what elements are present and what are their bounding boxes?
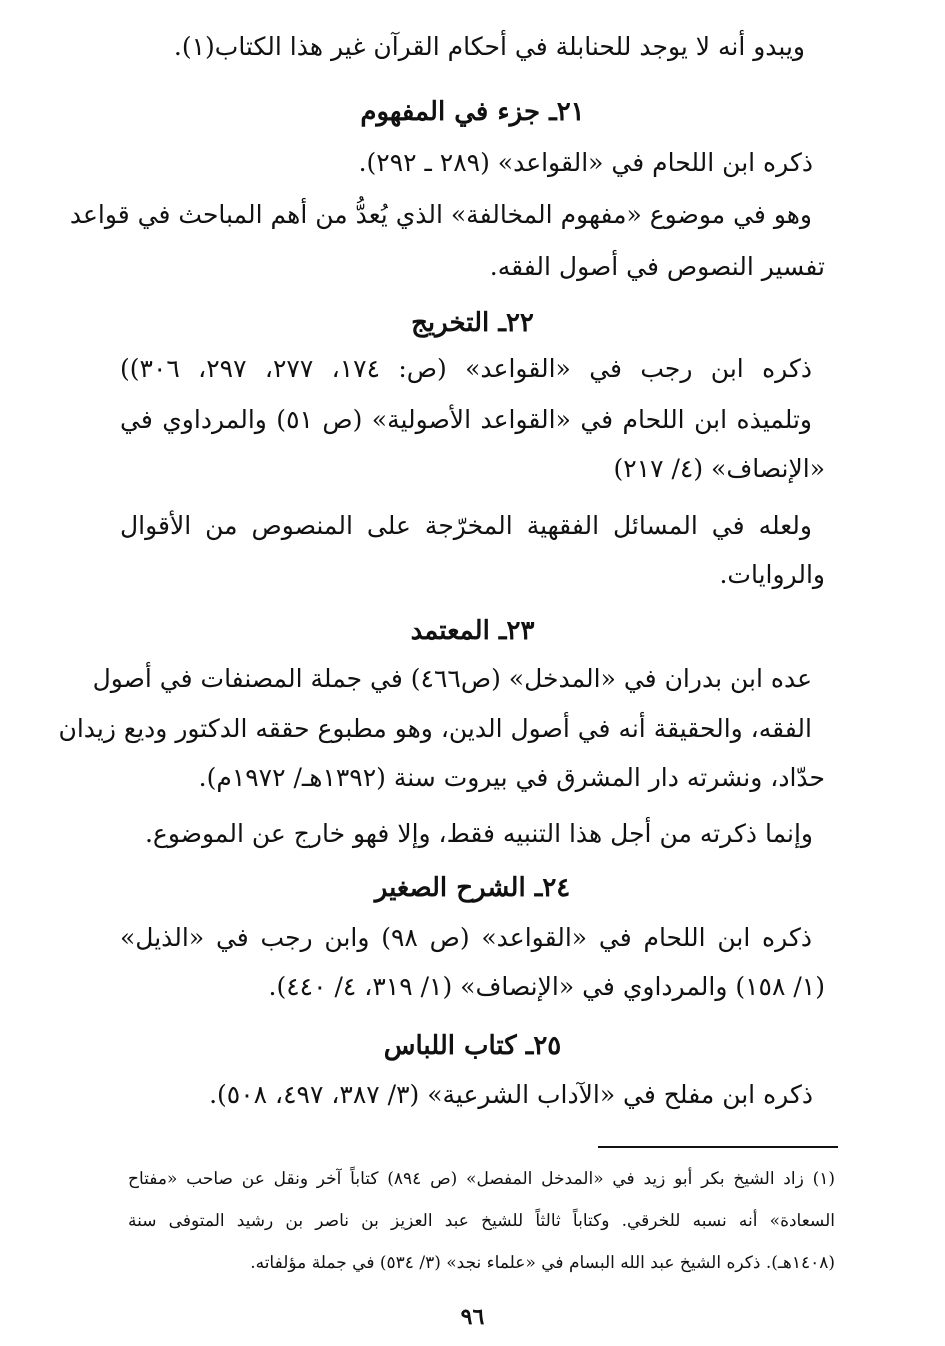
- section-22-paragraph-1-line-1: ذكره ابن رجب في «القواعد» (ص: ١٧٤، ٢٧٧، ٢٩٧، ٣٠٦)): [120, 354, 813, 383]
- section-24-paragraph-1-line-2: (١/ ١٥٨) والمرداوي في «الإنصاف» (١/ ٣١٩، ٤/ ٤٤٠).: [268, 972, 825, 1001]
- section-21-paragraph-2-line-1: وهو في موضوع «مفهوم المخالفة» الذي يُعدُّ من أهم المباحث في قواعد: [69, 200, 812, 229]
- intro-line: ويبدو أنه لا يوجد للحنابلة في أحكام القرآن غير هذا الكتاب(١).: [173, 32, 805, 61]
- footnote-divider: [598, 1146, 838, 1148]
- section-22-heading: ٢٢ـ التخريج: [411, 308, 534, 338]
- section-24-paragraph-1-line-1: ذكره ابن اللحام في «القواعد» (ص ٩٨) وابن رجب في «الذيل»: [120, 923, 812, 952]
- section-22-paragraph-2-line-2: والروايات.: [719, 560, 825, 589]
- section-22-paragraph-1-line-2: وتلميذه ابن اللحام في «القواعد الأصولية» (ص ٥١) والمرداوي في: [120, 405, 812, 434]
- section-22-paragraph-1-line-3: «الإنصاف» (٤/ ٢١٧): [613, 454, 825, 483]
- section-21-paragraph-2-line-2: تفسير النصوص في أصول الفقه.: [489, 252, 825, 281]
- section-23-paragraph-1-line-1: عده ابن بدران في «المدخل» (ص٤٦٦) في جملة المصنفات في أصول: [92, 664, 812, 693]
- section-23-paragraph-2: وإنما ذكرته من أجل هذا التنبيه فقط، وإلا فهو خارج عن الموضوع.: [144, 819, 813, 848]
- footnote-line-1: (١) زاد الشيخ بكر أبو زيد في «المدخل المفصل» (ص ٨٩٤) كتاباً آخر ونقل عن صاحب «مفتاح: [128, 1169, 835, 1189]
- section-22-paragraph-2-line-1: ولعله في المسائل الفقهية المخرّجة على المنصوص من الأقوال: [120, 511, 812, 540]
- section-25-heading: ٢٥ـ كتاب اللباس: [383, 1031, 562, 1061]
- section-21-paragraph-1: ذكره ابن اللحام في «القواعد» (٢٨٩ ـ ٢٩٢).: [358, 148, 813, 177]
- footnote-line-3: (١٤٠٨هـ). ذكره الشيخ عبد الله البسام في «علماء نجد» (٣/ ٥٣٤) في جملة مؤلفاته.: [250, 1253, 835, 1273]
- section-23-paragraph-1-line-3: حدّاد، ونشرته دار المشرق في بيروت سنة (١٣٩٢هـ/ ١٩٧٢م).: [198, 763, 825, 792]
- footnote-line-2: السعادة» أنه نسبه للخرقي. وكتاباً ثالثاً للشيخ عبد العزيز بن ناصر بن رشيد المتوفى سنة: [128, 1211, 835, 1231]
- section-24-heading: ٢٤ـ الشرح الصغير: [374, 873, 571, 903]
- section-23-paragraph-1-line-2: الفقه، والحقيقة أنه في أصول الدين، وهو مطبوع حققه الدكتور وديع زيدان: [58, 714, 812, 743]
- page-number: ٩٦: [460, 1304, 485, 1330]
- section-23-heading: ٢٣ـ المعتمد: [410, 616, 535, 646]
- section-25-paragraph-1: ذكره ابن مفلح في «الآداب الشرعية» (٣/ ٣٨٧، ٤٩٧، ٥٠٨).: [209, 1080, 813, 1109]
- section-21-heading: ٢١ـ جزء في المفهوم: [360, 97, 585, 127]
